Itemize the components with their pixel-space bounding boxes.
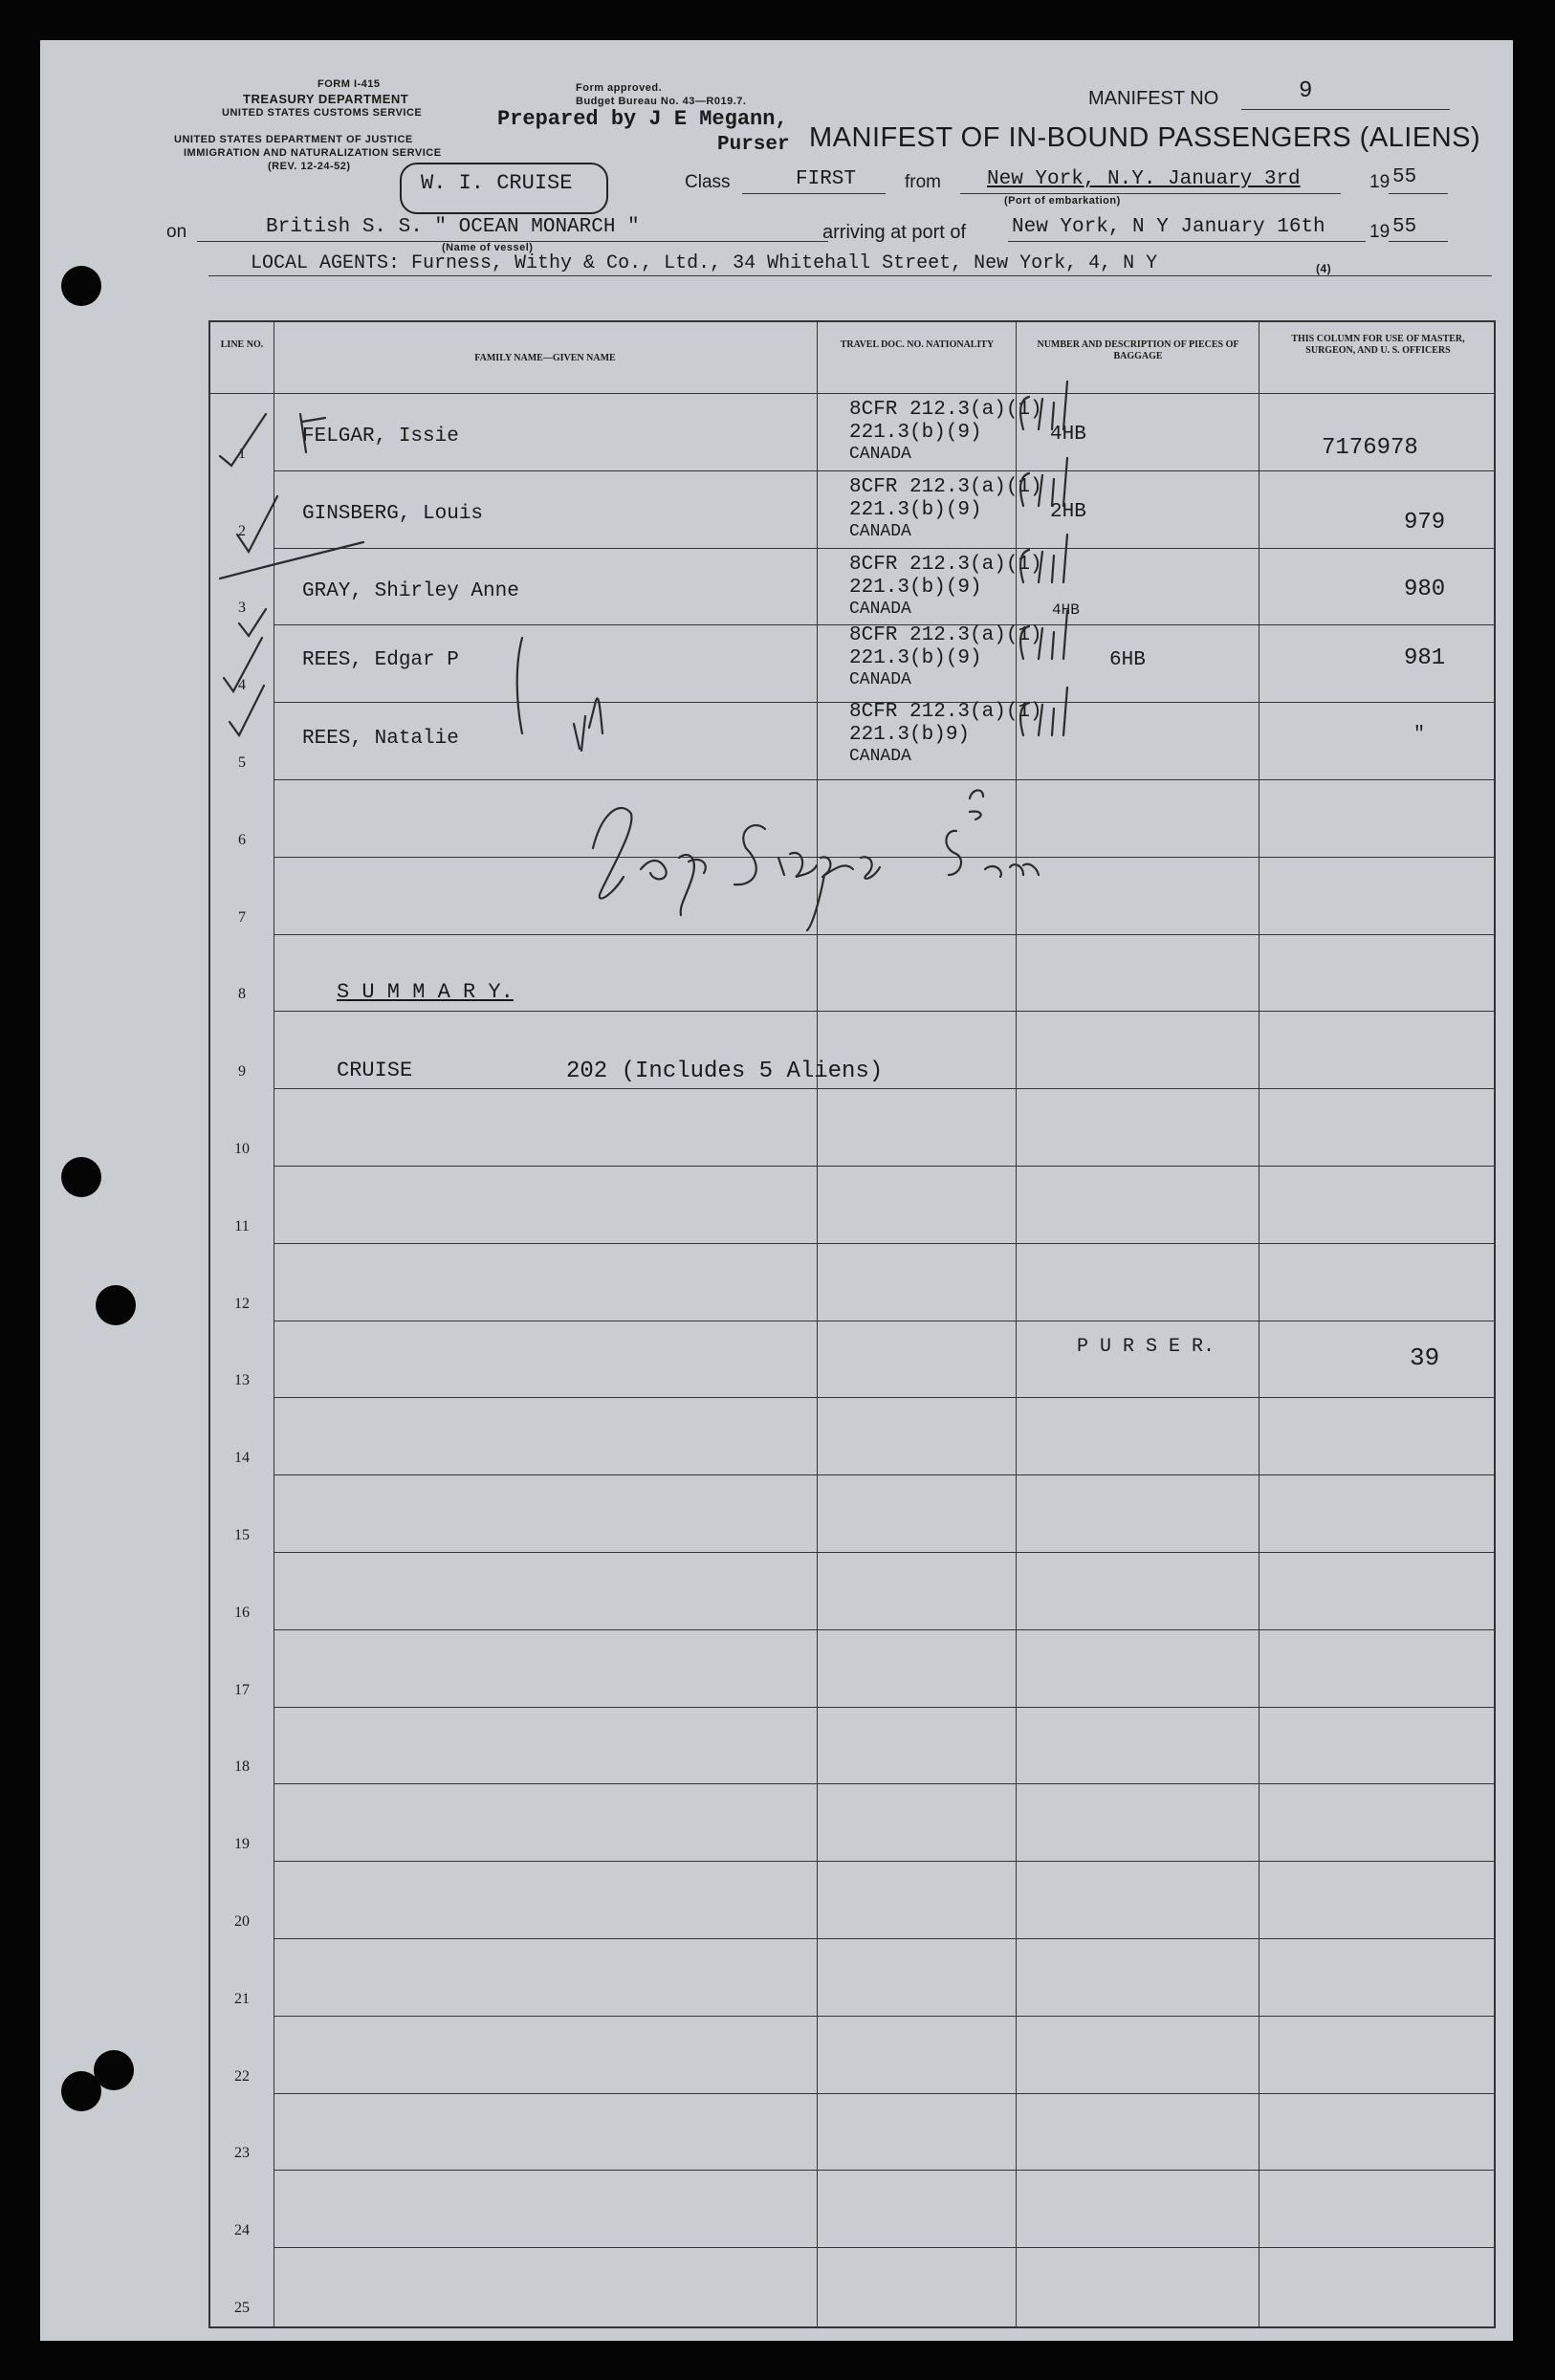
- travel-doc: 8CFR 212.3(a)(1): [849, 624, 1042, 646]
- travel-doc-2: 221.3(b)(9): [849, 647, 982, 669]
- row-divider: [274, 2170, 1494, 2171]
- row-divider: [274, 2016, 1494, 2017]
- row-divider: [274, 1861, 1494, 1862]
- col-header-baggage: NUMBER AND DESCRIPTION OF PIECES OF BAGGAGE: [1037, 339, 1239, 361]
- treasury-department: TREASURY DEPARTMENT: [243, 92, 409, 106]
- line-number: 23: [234, 2145, 250, 2162]
- row-divider: [274, 1552, 1494, 1553]
- arriving-label: arriving at port of: [822, 222, 967, 243]
- line-number: 2: [238, 522, 246, 539]
- travel-doc: 8CFR 212.3(a)(1): [849, 554, 1042, 576]
- line-number: 3: [238, 600, 246, 617]
- immigration-service: IMMIGRATION AND NATURALIZATION SERVICE: [184, 147, 442, 159]
- cruise-stamp-text: W. I. CRUISE: [421, 171, 573, 195]
- passenger-name: REES, Natalie: [302, 728, 459, 750]
- nationality: CANADA: [849, 522, 911, 541]
- row-divider: [274, 1166, 1494, 1167]
- customs-service: UNITED STATES CUSTOMS SERVICE: [222, 107, 423, 119]
- line-number: 5: [238, 754, 246, 771]
- line-number: 17: [234, 1681, 250, 1698]
- summary-heading: S U M M A R Y.: [337, 980, 514, 1004]
- passenger-name: REES, Edgar P: [302, 649, 459, 671]
- travel-doc: 8CFR 212.3(a)(1): [849, 399, 1042, 421]
- punch-hole: [61, 1157, 101, 1197]
- row-divider: [274, 1938, 1494, 1939]
- baggage: 4HB: [1050, 424, 1086, 446]
- row-divider: [274, 1474, 1494, 1475]
- row-divider: [274, 1397, 1494, 1398]
- punch-hole: [61, 266, 101, 306]
- nationality: CANADA: [849, 600, 911, 619]
- from-year: 55: [1392, 166, 1417, 188]
- officer-number: 7176978: [1322, 435, 1418, 461]
- budget-bureau: Budget Bureau No. 43—R019.7.: [576, 96, 747, 107]
- nationality: CANADA: [849, 747, 911, 766]
- agents-note: (4): [1316, 262, 1332, 275]
- arrival-year-prefix: 19: [1369, 222, 1391, 242]
- inspector-signature: [574, 762, 1167, 934]
- punch-hole: [96, 1285, 136, 1325]
- arrival-line: [1008, 241, 1366, 242]
- arrival-year: 55: [1392, 216, 1417, 238]
- from-label: from: [905, 172, 941, 192]
- passenger-grid: [208, 320, 1496, 2328]
- baggage: 6HB: [1109, 649, 1146, 671]
- line-number: 14: [234, 1450, 250, 1467]
- officer-number: ": [1413, 724, 1426, 746]
- line-number: 10: [234, 1141, 250, 1157]
- line-number: 6: [238, 831, 246, 848]
- travel-doc: 8CFR 212.3(a)(1): [849, 701, 1042, 723]
- row-divider: [274, 2247, 1494, 2248]
- line-number: 18: [234, 1758, 250, 1776]
- manifest-no-line: [1241, 109, 1450, 110]
- port-embarkation-caption: (Port of embarkation): [1004, 195, 1121, 207]
- manifest-no: 9: [1299, 78, 1313, 104]
- class-line: [742, 193, 886, 194]
- line-number: 16: [234, 1604, 250, 1621]
- travel-doc-2: 221.3(b)(9): [849, 422, 982, 444]
- travel-doc-2: 221.3(b)(9): [849, 499, 982, 521]
- line-number: 12: [234, 1295, 250, 1312]
- row-divider: [274, 1629, 1494, 1630]
- from-year-prefix: 19: [1369, 172, 1391, 192]
- agents-line: [208, 275, 1492, 276]
- manifest-sheet: [40, 40, 1513, 2341]
- col-header-officers: THIS COLUMN FOR USE OF MASTER, SURGEON, AND U. S. OFFICERS: [1291, 334, 1465, 356]
- officer-number: 981: [1404, 645, 1446, 671]
- cruise-label: CRUISE: [337, 1059, 413, 1082]
- form-revision: (REV. 12-24-52): [268, 161, 351, 172]
- nationality: CANADA: [849, 445, 911, 464]
- form-number: FORM I-415: [318, 78, 381, 90]
- col-header-travel: TRAVEL DOC. NO. NATIONALITY: [840, 339, 995, 350]
- line-number: 20: [234, 1913, 250, 1930]
- line-number: 9: [238, 1063, 246, 1081]
- page-number: 39: [1410, 1343, 1440, 1372]
- arrival-year-line: [1389, 241, 1448, 242]
- passenger-name: FELGAR, Issie: [302, 426, 459, 448]
- from-line: [960, 193, 1341, 194]
- row-divider: [274, 1243, 1494, 1244]
- col-header-name: FAMILY NAME—GIVEN NAME: [474, 353, 616, 363]
- line-number: 7: [238, 908, 246, 926]
- on-label: on: [166, 222, 187, 242]
- line-number: 8: [238, 986, 246, 1003]
- line-number: 4: [238, 677, 246, 694]
- col-header-line-no: LINE NO.: [220, 339, 264, 350]
- row-divider: [274, 1011, 1494, 1012]
- manifest-no-label: MANIFEST NO: [1088, 88, 1219, 109]
- arrival-value: New York, N Y January 16th: [1012, 216, 1325, 238]
- line-number: 13: [234, 1372, 250, 1389]
- prepared-by: Prepared by J E Megann,: [497, 107, 788, 131]
- line-number: 25: [234, 2300, 250, 2316]
- passenger-name: GINSBERG, Louis: [302, 503, 484, 525]
- from-value: New York, N.Y. January 3rd: [987, 168, 1301, 190]
- line-number: 19: [234, 1836, 250, 1853]
- purser-word: Purser: [717, 134, 790, 156]
- line-number: 15: [234, 1527, 250, 1543]
- class-value: FIRST: [796, 168, 857, 190]
- row-divider: [274, 2093, 1494, 2094]
- travel-doc: 8CFR 212.3(a)(1): [849, 476, 1042, 498]
- punch-hole: [94, 2050, 134, 2090]
- class-label: Class: [685, 172, 731, 192]
- line-number: 21: [234, 1990, 250, 2007]
- travel-doc-2: 221.3(b)9): [849, 724, 971, 746]
- justice-department: UNITED STATES DEPARTMENT OF JUSTICE: [174, 134, 413, 145]
- baggage: 4HB: [1052, 601, 1080, 619]
- form-approved: Form approved.: [576, 82, 663, 94]
- baggage: 2HB: [1050, 501, 1086, 523]
- handwritten-baggage-ticks: [1010, 322, 1125, 781]
- officer-number: 980: [1404, 577, 1446, 602]
- passenger-name: GRAY, Shirley Anne: [302, 580, 519, 602]
- row-divider: [274, 1088, 1494, 1089]
- manifest-title: MANIFEST OF IN-BOUND PASSENGERS (ALIENS): [809, 122, 1481, 153]
- from-year-line: [1389, 193, 1448, 194]
- line-number: 24: [234, 2222, 250, 2239]
- vessel-caption: (Name of vessel): [442, 242, 534, 253]
- row-divider: [274, 1783, 1494, 1784]
- line-number: 1: [238, 445, 246, 462]
- cruise-summary: 202 (Includes 5 Aliens): [566, 1059, 884, 1084]
- row-divider: [274, 1707, 1494, 1708]
- line-number: 11: [234, 1217, 250, 1234]
- purser-footer: P U R S E R.: [1077, 1336, 1216, 1358]
- handwritten-check-marks: [210, 322, 822, 800]
- travel-doc-2: 221.3(b)(9): [849, 577, 982, 599]
- local-agents: LOCAL AGENTS: Furness, Withy & Co., Ltd., 34 Whitehall Street, New York, 4, N Y: [251, 252, 1158, 274]
- vessel-name: British S. S. " OCEAN MONARCH ": [266, 216, 640, 238]
- officer-number: 979: [1404, 510, 1446, 535]
- line-number: 22: [234, 2067, 250, 2085]
- nationality: CANADA: [849, 670, 911, 689]
